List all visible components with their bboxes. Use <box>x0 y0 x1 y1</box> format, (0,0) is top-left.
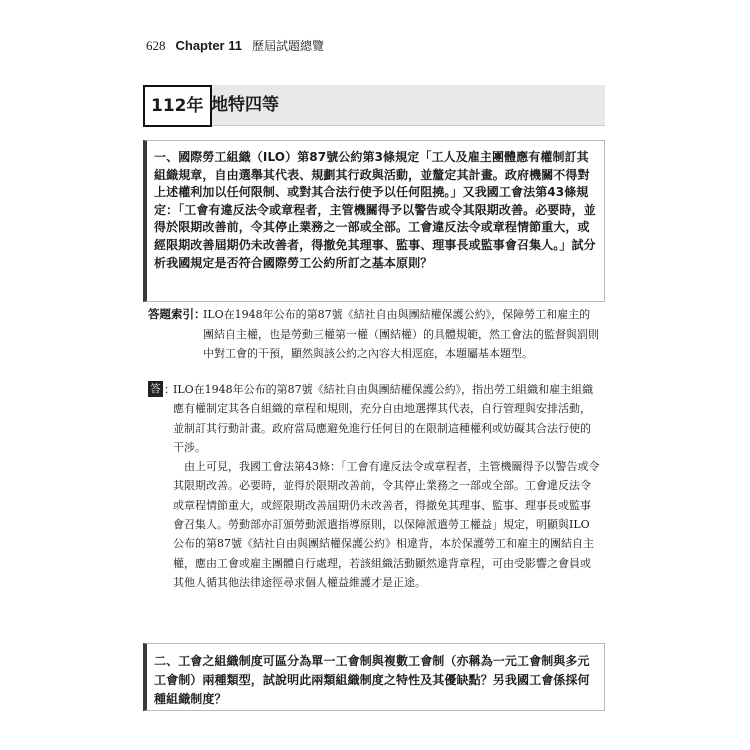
question-2-number: 二、 <box>154 654 179 668</box>
question-2-body: 工會之組織制度可區分為單一工會制與複數工會制（亦稱為一元工會制與多元工會制）兩種類型，試說明此兩類組織制度之特性及其優缺點？另我國工會係採何種組織制度？ <box>154 654 590 706</box>
answer-paragraph-2: 由上可見，我國工會法第43條：「工會有違反法令或章程者，主管機關得予以警告或令其限期改善。必要時，並得於限期改善前，令其停止業務之一部或全部。工會違反法令或章程情節重大，或經限期改善屆期仍未改善者，得撤免其理事、監事、理事長或監事會召集人。勞動部亦訂頒勞動派遣指導原則，以保障派遣勞工權益」規定，明顯與ILO公布的第87號《結社自由與團結權保護公約》相違背，本於保護勞工和雇主的團結自主權，應由工會或雇主團體自行處理，若該組織活動顯然違背章程，可由受影響之會員或其他人循其他法律途徑尋求個人權益維護才是正途。 <box>173 460 600 589</box>
answer-reference <box>148 305 600 364</box>
answer-section <box>148 380 600 592</box>
exam-title-bar <box>143 85 605 126</box>
reference-label: 答題索引： <box>148 307 206 321</box>
page-number: 628 <box>146 38 166 53</box>
question-1-number: 一、 <box>154 150 179 164</box>
question-2-text <box>154 652 596 709</box>
answer-mark-icon: 答 <box>148 381 163 397</box>
question-1-body: 國際勞工組織（ILO）第87號公約第3條規定「工人及雇主團體應有權制訂其組織規章，自由選舉其代表、規劃其行政與活動，並釐定其計畫。政府機關不得對上述權利加以任何限制、或對其合法行使予以任何阻撓。」又我國工會法第43條規定：「工會有違反法令或章程者，主管機關得予以警告或令其限期改善。必要時，並得於限期改善前，令其停止業務之一部或全部。工會違反法令或章程情節重大，或經限期改善屆期仍未改善者，得撤免其理事、監事、理事長或監事會召集人。」試分析我國規定是否符合國際勞工公約所訂之基本原則？ <box>154 150 596 270</box>
question-1-box <box>143 140 605 302</box>
page-header <box>146 37 324 54</box>
answer-colon: ： <box>164 383 175 396</box>
exam-title: 地特四等 <box>211 95 279 115</box>
answer-paragraph-1: ILO在1948年公布的第87號《結社自由與團結權保護公約》，指出勞工組織和雇主組織應有權制定其各自組織的章程和規則，充分自由地選擇其代表，自行管理與安排活動，並制訂其行動計畫。政府當局應避免進行任何目的在限制這種權利或妨礙其合法行使的干涉。 <box>173 383 594 454</box>
exam-year-badge: 112年 <box>143 85 212 127</box>
reference-text: ILO在1948年公布的第87號《結社自由與團結權保護公約》，保障勞工和雇主的團結自主權，也是勞動三權第一權（團結權）的具體規範，然工會法的監督與罰則中對工會的干預，顯然與該公約之內容大相逕庭，本題屬基本題型。 <box>203 308 599 360</box>
chapter-label: Chapter 11 <box>175 38 242 53</box>
question-2-box <box>143 643 605 711</box>
chapter-title: 歷屆試題總覽 <box>251 39 324 53</box>
question-1-text <box>154 149 596 272</box>
